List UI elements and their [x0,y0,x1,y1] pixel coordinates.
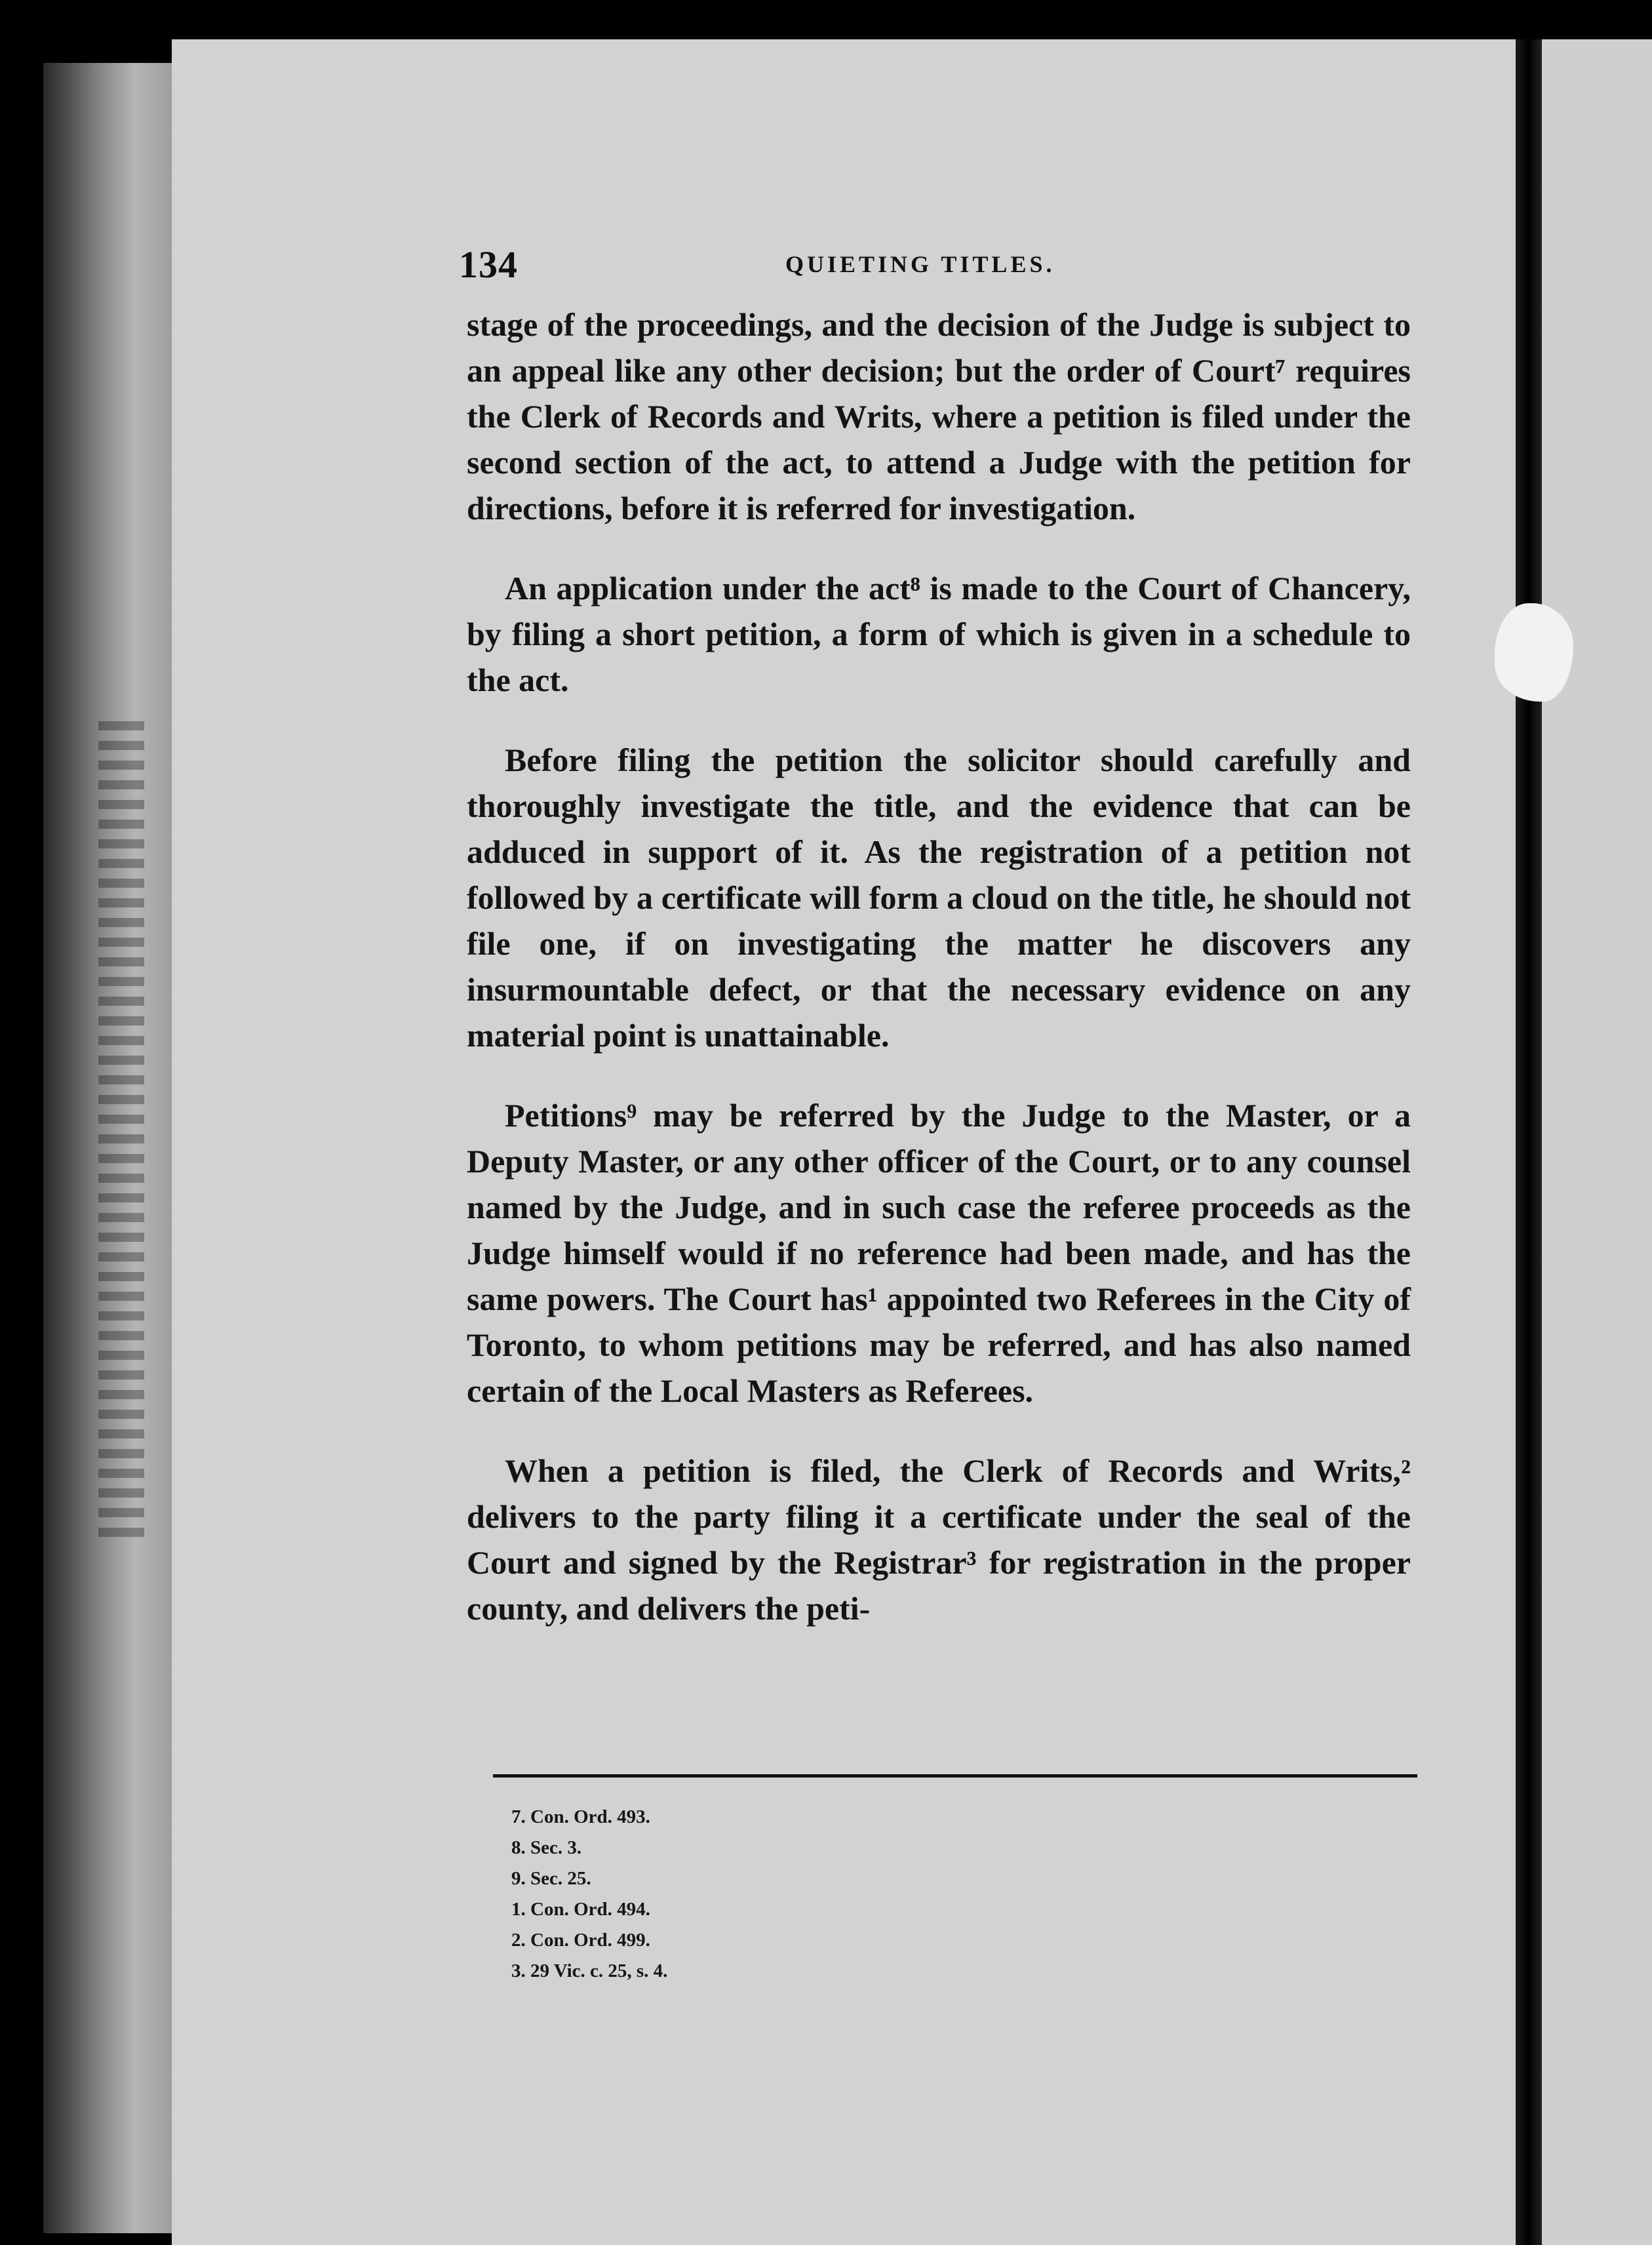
footnote: 3. 29 Vic. c. 25, s. 4. [511,1960,668,1981]
footnote: 1. Con. Ord. 494. [511,1899,650,1920]
page-header [459,243,1088,286]
paragraph: Petitions⁹ may be referred by the Judge to the Master, or a Deputy Master, or any other officer of the Court, or to any counsel named by the Judge, and in such case the referee proceeds as the Judge himself would if no reference had been made, and has the same powers. The Court has¹ appointed two Referees in the City of Toronto, to whom petitions may be referred, and has also named certain of the Local Masters as Referees. [467,1097,1411,1409]
paragraph: stage of the proceedings, and the decision of the Judge is subject to an appeal like any other decision; but the order of Court⁷ requires the Clerk of Records and Writs, where a petition is filed under the second section of the act, to attend a Judge with the petition for directions, before it is referred for investigation. [467,306,1411,526]
paragraph: An application under the act⁸ is made to the Court of Chancery, by filing a short petition, a form of which is given in a schedule to the act. [467,570,1411,698]
paper-tear [1495,603,1573,702]
footnote: 9. Sec. 25. [511,1868,591,1889]
body-text [467,302,1411,1665]
facing-page-edge [1542,39,1652,2245]
page-number: 134 [459,243,518,286]
spine-lettering [98,721,144,1547]
footnote-rule [493,1774,1417,1778]
page-gutter [1516,39,1542,2245]
footnote: 2. Con. Ord. 499. [511,1930,650,1951]
footnotes [511,1802,1101,1987]
paragraph: Before filing the petition the solicitor should carefully and thoroughly investigate the title, and the evidence that can be adduced in support of it. As the registration of a petition not followed by a certificate will form a cloud on the title, he should not file one, if on investigating the matter he discovers any insurmountable defect, or that the necessary evidence on any material point is unattainable. [467,742,1411,1054]
footnote: 7. Con. Ord. 493. [511,1806,650,1827]
running-head: QUIETING TITLES. [785,251,1055,277]
footnote: 8. Sec. 3. [511,1837,582,1858]
paragraph: When a petition is filed, the Clerk of Records and Writs,² delivers to the party filing it a certificate under the seal of the Court and signed by the Registrar³ for registration in the proper county, and delivers the peti- [467,1452,1411,1627]
